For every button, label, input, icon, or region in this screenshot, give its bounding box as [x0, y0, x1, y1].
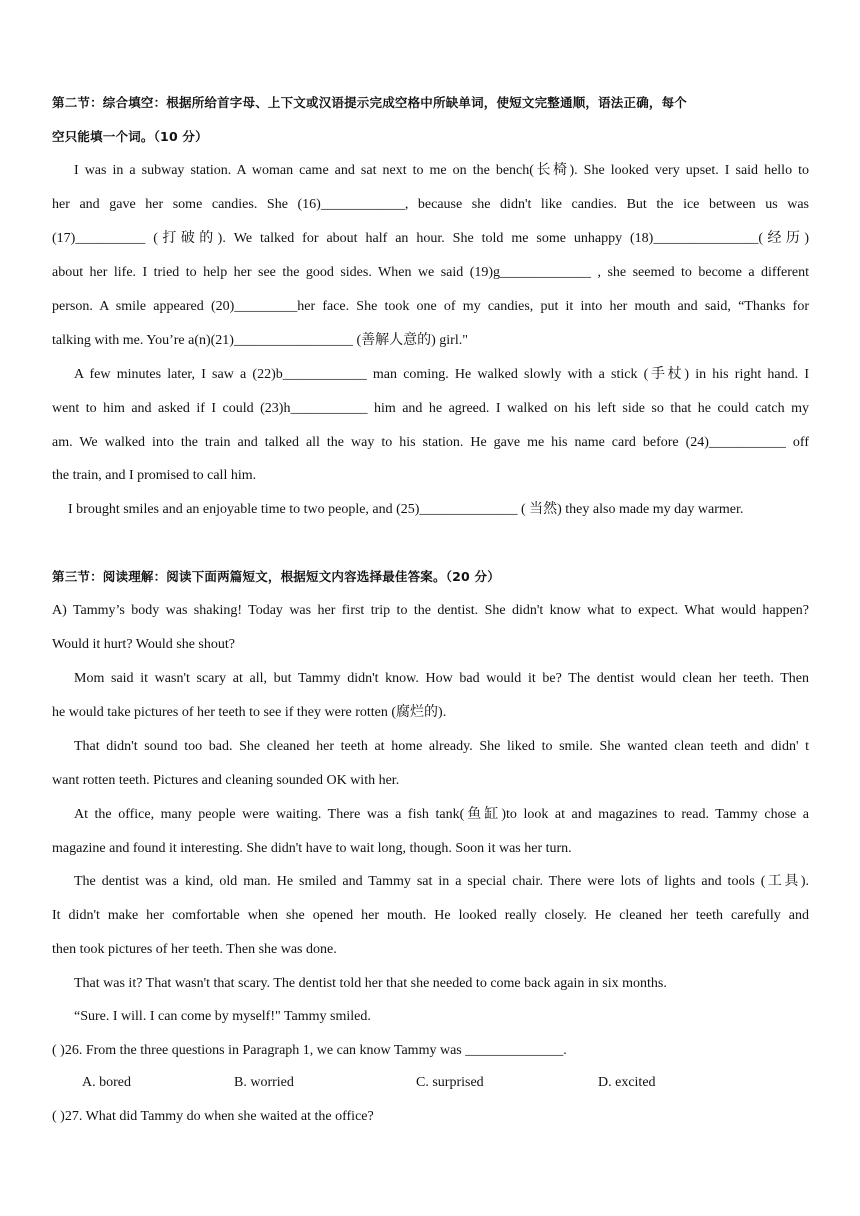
- section2-heading: 第二节：综合填空：根据所给首字母、上下文或汉语提示完成空格中所缺单词，使短文完整通顺，语法正确，每个: [52, 95, 688, 110]
- passage-line: (17)__________ (打破的). We talked for about half an hour. She told me some unhappy (18)_______________(经历): [52, 231, 809, 246]
- reading-line: then took pictures of her teeth. Then she was done.: [52, 942, 337, 957]
- reading-line: That didn't sound too bad. She cleaned her teeth at home already. She liked to smile. She wanted clean teeth and didn' t: [74, 739, 809, 754]
- passage-line: talking with me. You’re a(n)(21)_________________ (善解人意的) girl.": [52, 333, 468, 348]
- passage-line: I brought smiles and an enjoyable time to two people, and (25)______________ ( 当然) they also made my day warmer.: [68, 502, 744, 517]
- reading-line: he would take pictures of her teeth to see if they were rotten (腐烂的).: [52, 705, 447, 720]
- reading-line: It didn't make her comfortable when she opened her mouth. He looked really closely. He cleaned her teeth carefully and: [52, 908, 809, 923]
- question-26: ( )26. From the three questions in Paragraph 1, we can know Tammy was ______________.: [52, 1043, 567, 1058]
- reading-line: The dentist was a kind, old man. He smiled and Tammy sat in a special chair. There were lots of lights and tools (工具).: [74, 874, 809, 889]
- reading-line: Would it hurt? Would she shout?: [52, 637, 235, 652]
- reading-line: A) Tammy’s body was shaking! Today was her first trip to the dentist. She didn't know what to expect. What would happen?: [52, 603, 809, 618]
- passage-line: went to him and asked if I could (23)h___________ him and he agreed. I walked on his left side so that he could catch my: [52, 401, 809, 416]
- section3-heading: 第三节：阅读理解：阅读下面两篇短文，根据短文内容选择最佳答案。（20 分）: [52, 569, 500, 584]
- passage-line: A few minutes later, I saw a (22)b____________ man coming. He walked slowly with a stick (手杖) in his right hand. I: [74, 367, 809, 382]
- passage-line: the train, and I promised to call him.: [52, 468, 257, 483]
- reading-line: “Sure. I will. I can come by myself!" Tammy smiled.: [74, 1009, 371, 1024]
- reading-line: At the office, many people were waiting. There was a fish tank(鱼缸)to look at and magazines to read. Tammy chose a: [74, 807, 809, 822]
- option-a: A. bored: [82, 1075, 131, 1090]
- passage-line: I was in a subway station. A woman came and sat next to me on the bench(长椅). She looked very upset. I said hello to: [74, 163, 809, 178]
- reading-line: Mom said it wasn't scary at all, but Tammy didn't know. How bad would it be? The dentist would clean her teeth. Then: [74, 671, 809, 686]
- option-b: B. worried: [234, 1075, 294, 1090]
- reading-line: want rotten teeth. Pictures and cleaning sounded OK with her.: [52, 773, 400, 788]
- passage-line: about her life. I tried to help her see the good sides. When we said (19)g_____________ , she seemed to become a different: [52, 265, 809, 280]
- passage-line: am. We walked into the train and talked all the way to his station. He gave me his name card before (24)___________ off: [52, 435, 809, 450]
- option-c: C. surprised: [416, 1075, 484, 1090]
- reading-line: magazine and found it interesting. She didn't have to wait long, though. Soon it was her turn.: [52, 841, 572, 856]
- section2-heading-cont: 空只能填一个词。（10 分）: [52, 129, 208, 144]
- reading-line: That was it? That wasn't that scary. The dentist told her that she needed to come back again in six months.: [74, 976, 667, 991]
- option-d: D. excited: [598, 1075, 656, 1090]
- question-27: ( )27. What did Tammy do when she waited at the office?: [52, 1109, 374, 1124]
- passage-line: person. A smile appeared (20)_________her face. She took one of my candies, put it into her mouth and said, “Thanks for: [52, 299, 809, 314]
- passage-line: her and gave her some candies. She (16)____________, because she didn't like candies. But the ice between us was: [52, 197, 809, 212]
